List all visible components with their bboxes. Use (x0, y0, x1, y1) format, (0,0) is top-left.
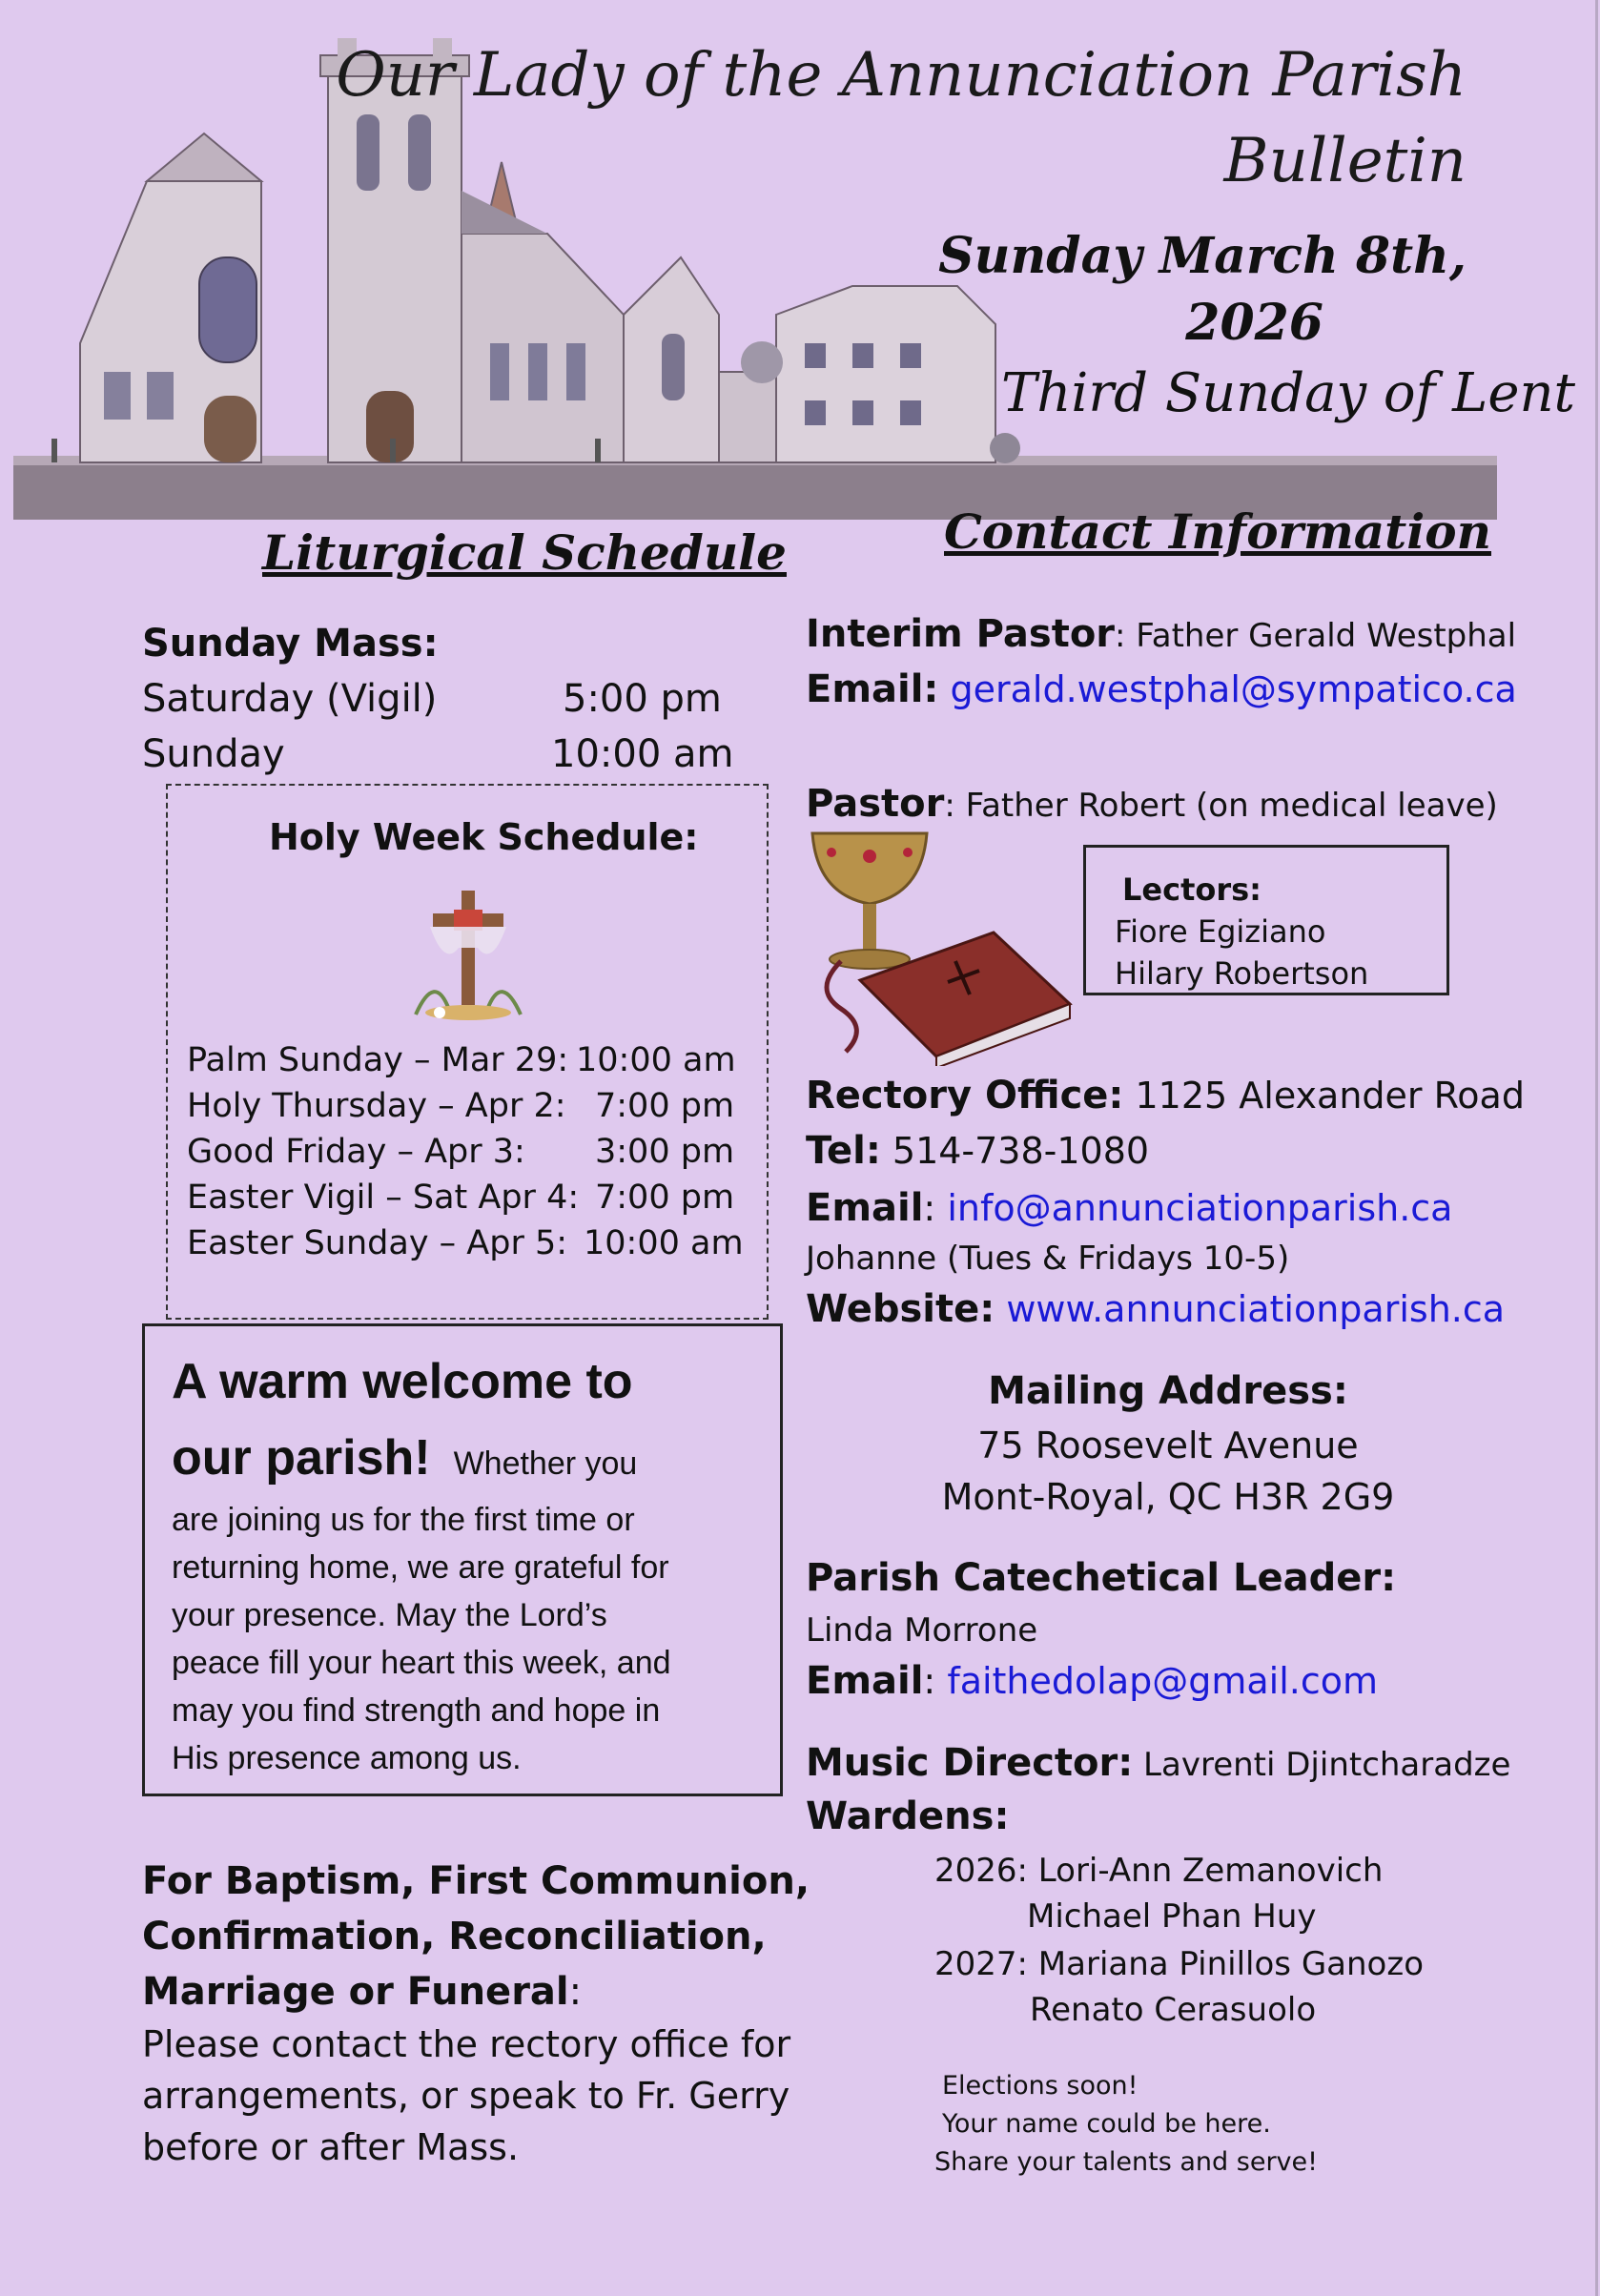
holy-week-time: 10:00 am (576, 1041, 736, 1079)
holy-week-time: 10:00 am (584, 1224, 744, 1262)
welcome-text: Whether you (453, 1445, 638, 1482)
holy-week-schedule-box (166, 784, 769, 1320)
holy-week-title: Holy Week Schedule: (269, 816, 699, 858)
lectors-box (1083, 845, 1449, 995)
cross-icon (406, 881, 530, 1024)
holy-week-event: Good Friday – Apr 3: (187, 1133, 525, 1171)
rectory-address: 1125 Alexander Road (1123, 1075, 1525, 1117)
bulletin-title-line2: Bulletin (1223, 126, 1467, 196)
warden-year: 2026: (934, 1852, 1038, 1890)
website-link[interactable]: www.annunciationparish.ca (1006, 1288, 1506, 1330)
pastor-name: : Father Robert (on medical leave) (944, 787, 1498, 825)
sacraments-text: Please contact the rectory office for (142, 2023, 791, 2065)
page-edge (1595, 0, 1598, 2296)
warden-name: Lori-Ann Zemanovich (1037, 1852, 1384, 1890)
contact-information-heading: Contact Information (944, 503, 1491, 560)
holy-week-event: Palm Sunday – Mar 29: (187, 1041, 569, 1079)
wardens-label: Wardens: (806, 1794, 1010, 1838)
holy-week-time: 7:00 pm (595, 1179, 735, 1217)
email-label: Email: (806, 667, 939, 711)
liturgical-schedule-heading: Liturgical Schedule (262, 524, 787, 581)
warden-name: Michael Phan Huy (1027, 1897, 1317, 1936)
interim-pastor-name: : Father Gerald Westphal (1115, 617, 1517, 655)
catechetical-leader-name: Linda Morrone (806, 1611, 1038, 1650)
warden-name: Mariana Pinillos Ganozo (1037, 1945, 1425, 1983)
catechetical-email-link[interactable]: faithedolap@gmail.com (947, 1660, 1379, 1702)
mailing-address-line1: 75 Roosevelt Avenue (977, 1425, 1359, 1466)
holy-week-time: 7:00 pm (595, 1087, 735, 1125)
office-email-link[interactable]: info@annunciationparish.ca (947, 1187, 1453, 1229)
interim-pastor-label: Interim Pastor (806, 612, 1116, 656)
bulletin-date-line1: Sunday March 8th, (938, 227, 1467, 285)
bulletin-date-line2: 2026 (1185, 294, 1323, 352)
office-hours: Johanne (Tues & Fridays 10-5) (806, 1240, 1290, 1278)
holy-week-event: Holy Thursday – Apr 2: (187, 1087, 566, 1125)
lector-name: Hilary Robertson (1115, 955, 1369, 992)
sacraments-heading: Marriage or Funeral (142, 1970, 569, 2014)
welcome-text: are joining us for the first time or (172, 1502, 635, 1538)
lectors-label: Lectors: (1122, 871, 1262, 908)
music-director-label: Music Director: (806, 1741, 1134, 1785)
sacraments-heading-suffix: : (568, 1970, 583, 2014)
welcome-message-box (142, 1323, 783, 1796)
warden-name: Renato Cerasuolo (1030, 1991, 1317, 2029)
liturgical-occasion: Third Sunday of Lent (1001, 362, 1576, 424)
mass-day: Sunday (142, 732, 285, 776)
tel-label: Tel: (806, 1129, 881, 1173)
elections-note: Your name could be here. (942, 2109, 1271, 2139)
mass-time: 5:00 pm (563, 677, 722, 721)
mailing-address-line2: Mont-Royal, QC H3R 2G9 (941, 1476, 1395, 1518)
catechetical-email-label: Email (806, 1659, 924, 1703)
website-label: Website: (806, 1287, 995, 1331)
welcome-text: may you find strength and hope in (172, 1692, 661, 1729)
catechetical-leader-label: Parish Catechetical Leader: (806, 1556, 1397, 1600)
mass-time: 10:00 am (551, 732, 734, 776)
elections-note: Share your talents and serve! (934, 2147, 1318, 2177)
holy-week-event: Easter Vigil – Sat Apr 4: (187, 1179, 580, 1217)
holy-week-time: 3:00 pm (595, 1133, 735, 1171)
mass-day: Saturday (Vigil) (142, 677, 438, 721)
sacraments-heading: Confirmation, Reconciliation, (142, 1915, 767, 1958)
lector-name: Fiore Egiziano (1115, 913, 1326, 950)
rectory-office-label: Rectory Office: (806, 1074, 1124, 1117)
sacraments-text: arrangements, or speak to Fr. Gerry (142, 2075, 790, 2117)
office-email-label: Email (806, 1186, 924, 1230)
sunday-mass-label: Sunday Mass: (142, 622, 439, 666)
holy-week-event: Easter Sunday – Apr 5: (187, 1224, 568, 1262)
bulletin-title-line1: Our Lady of the Annunciation Parish (336, 40, 1467, 111)
warden-year: 2027: (934, 1945, 1038, 1983)
pastor-label: Pastor (806, 782, 945, 826)
interim-pastor-email-link[interactable]: gerald.westphal@sympatico.ca (950, 668, 1517, 710)
welcome-heading-line1: A warm welcome to (172, 1354, 633, 1409)
elections-note: Elections soon! (942, 2071, 1138, 2101)
tel-number: 514-738-1080 (880, 1130, 1150, 1172)
welcome-text: returning home, we are grateful for (172, 1549, 669, 1586)
chalice-bible-icon (803, 828, 1079, 1066)
welcome-heading-line2: our parish! (172, 1430, 431, 1486)
music-director-name: Lavrenti Djintcharadze (1133, 1746, 1511, 1784)
sacraments-heading: For Baptism, First Communion, (142, 1859, 810, 1903)
mailing-address-label: Mailing Address: (988, 1369, 1348, 1413)
welcome-text: peace fill your heart this week, and (172, 1645, 671, 1681)
welcome-text: your presence. May the Lord’s (172, 1597, 607, 1633)
welcome-text: His presence among us. (172, 1740, 522, 1776)
sacraments-text: before or after Mass. (142, 2126, 520, 2168)
